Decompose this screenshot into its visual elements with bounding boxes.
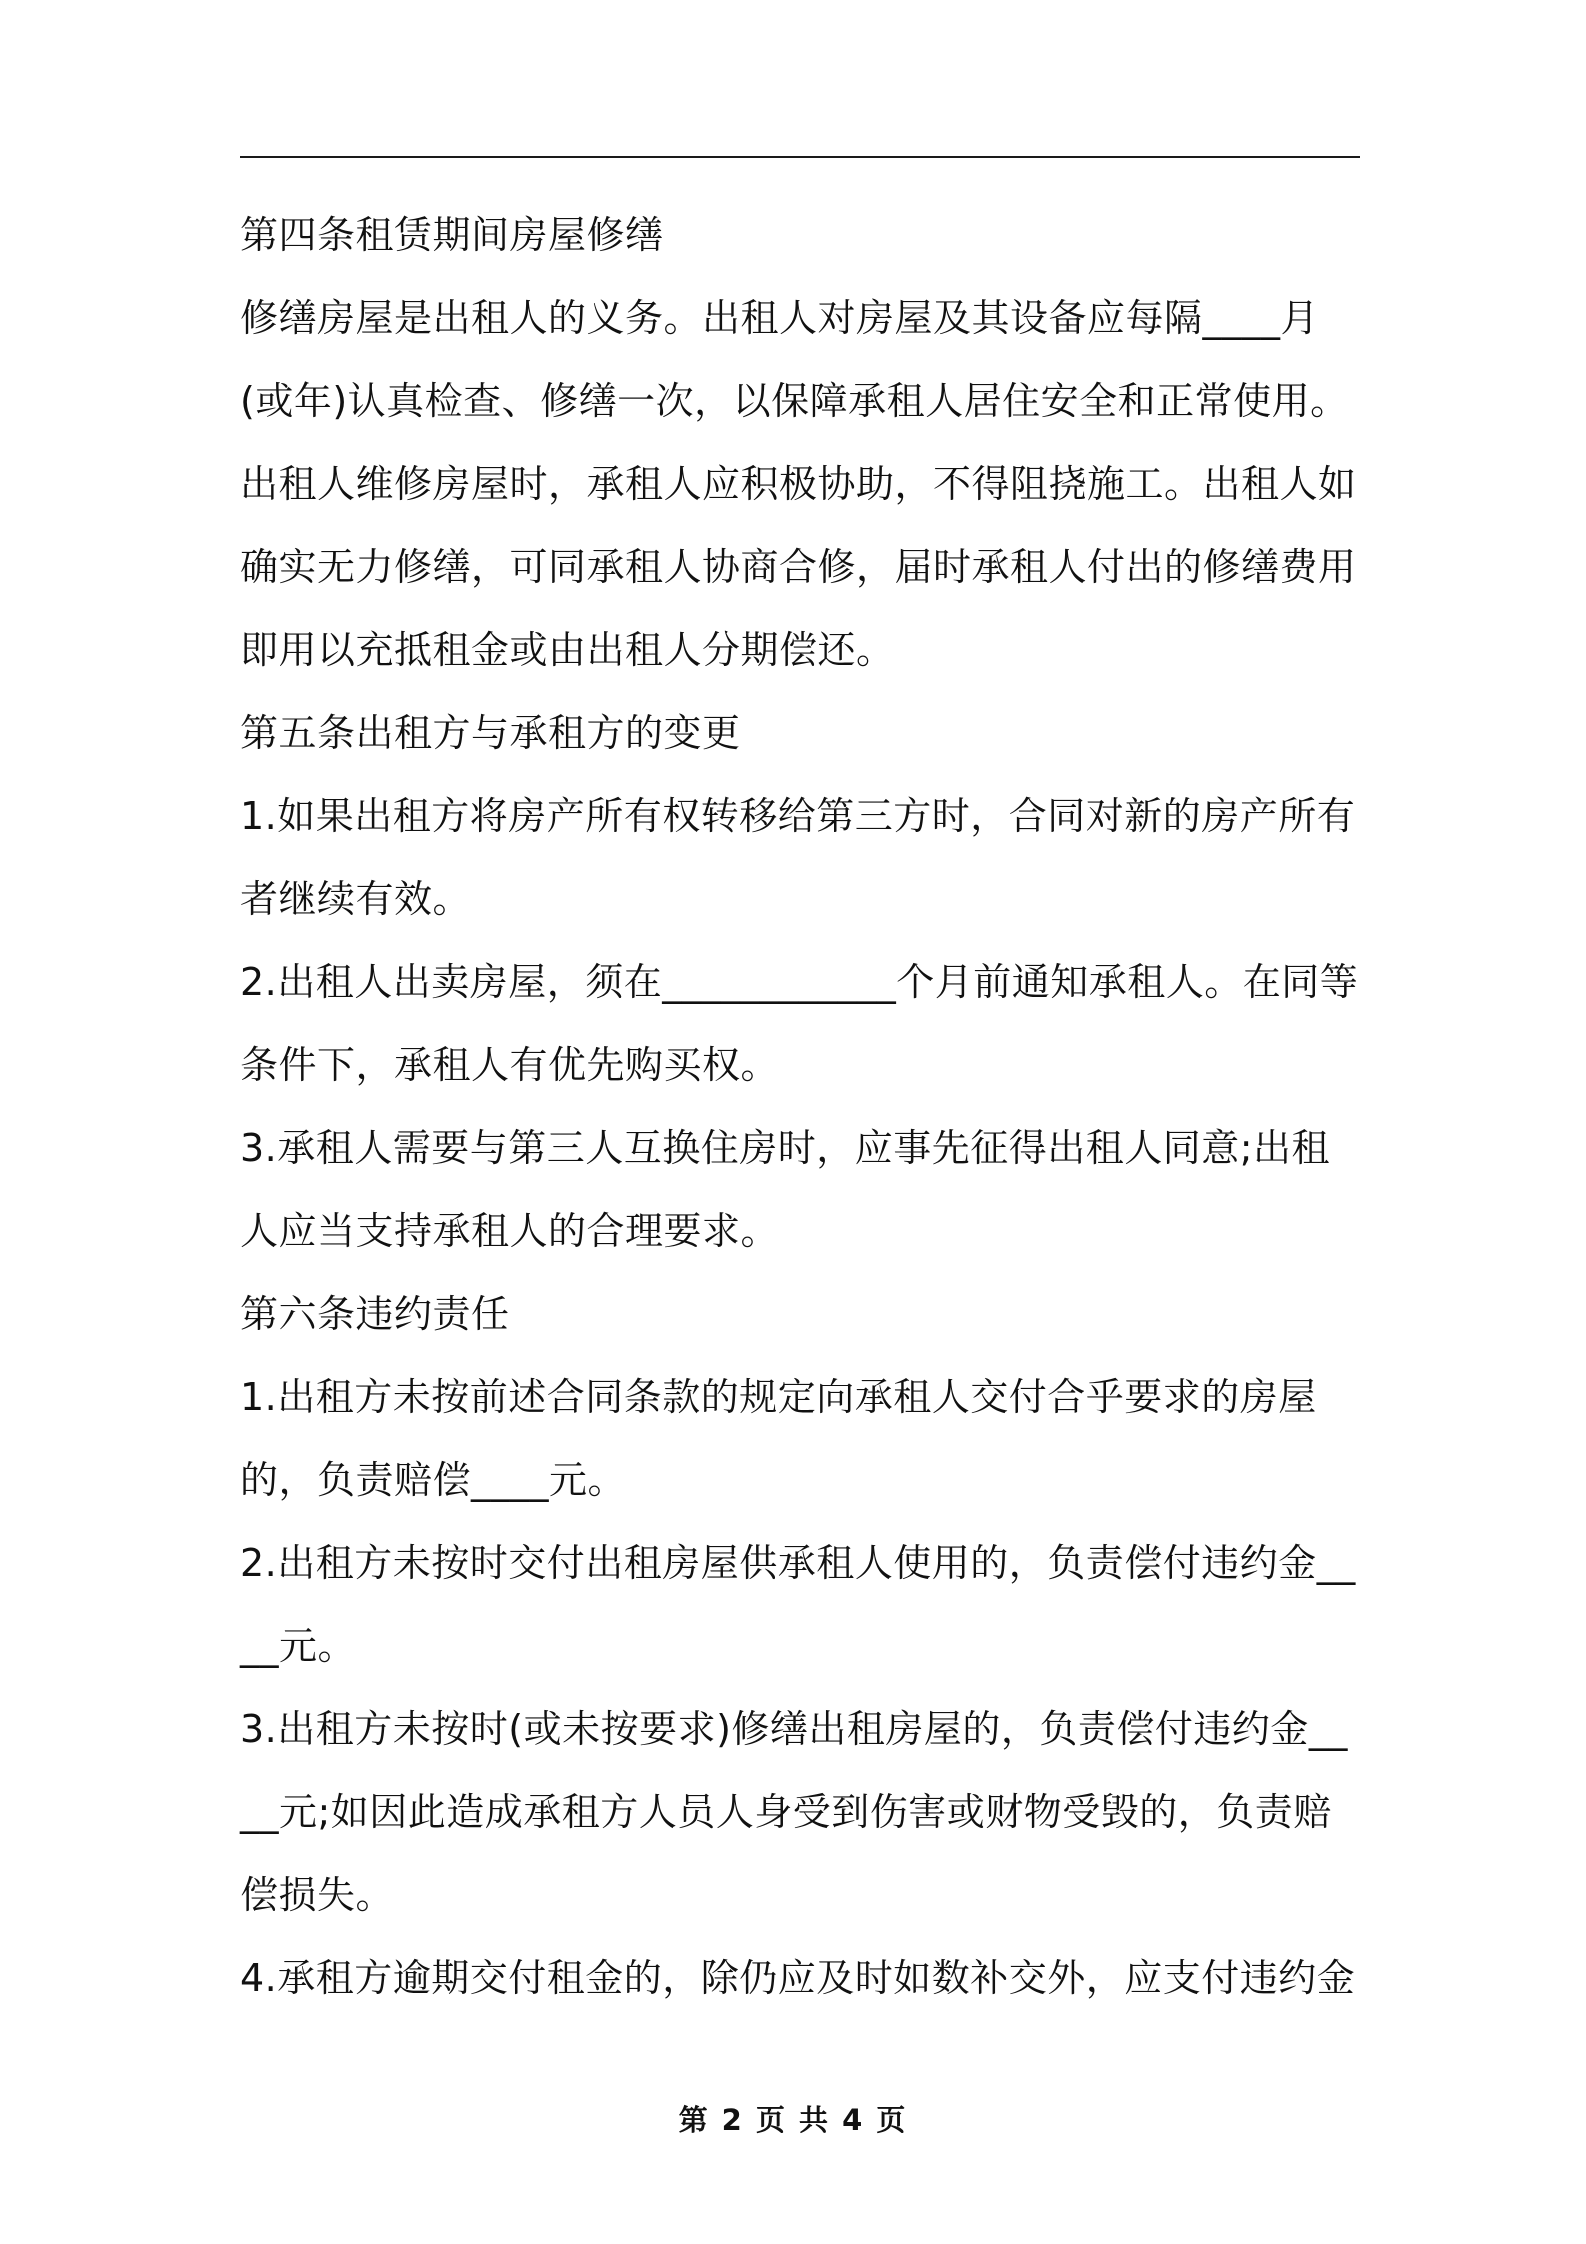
section-heading-article-4: 第四条租赁期间房屋修缮 [240, 213, 664, 257]
document-body [240, 194, 1360, 2020]
clause-item: 3.承租人需要与第三人互换住房时，应事先征得出租人同意;出租人应当支持承租人的合理要求。 [240, 1126, 1331, 1253]
clause-item: 2.出租人出卖房屋，须在____________个月前通知承租人。在同等条件下，承租人有优先购买权。 [240, 960, 1359, 1087]
clause-item: 4.承租方逾期交付租金的，除仍应及时如数补交外，应支付违约金 [240, 1956, 1356, 2000]
section-heading-article-5: 第五条出租方与承租方的变更 [240, 711, 741, 755]
clause-item: 1.如果出租方将房产所有权转移给第三方时，合同对新的房产所有者继续有效。 [240, 794, 1356, 921]
page-number: 第 2 页 共 4 页 [678, 2103, 908, 2137]
clause-item: 2.出租方未按时交付出租房屋供承租人使用的，负责偿付违约金____元。 [240, 1541, 1356, 1668]
paragraph: 修缮房屋是出租人的义务。出租人对房屋及其设备应每隔____月(或年)认真检查、修缮一次，以保障承租人居住安全和正常使用。 [240, 296, 1349, 423]
clause-item: 1.出租方未按前述合同条款的规定向承租人交付合乎要求的房屋的，负责赔偿____元。 [240, 1375, 1317, 1502]
paragraph: 出租人维修房屋时，承租人应积极协助，不得阻挠施工。出租人如确实无力修缮，可同承租人协商合修，届时承租人付出的修缮费用即用以充抵租金或由出租人分期偿还。 [240, 462, 1357, 672]
clause-item: 3.出租方未按时(或未按要求)修缮出租房屋的，负责偿付违约金____元;如因此造成承租方人员人身受到伤害或财物受毁的，负责赔偿损失。 [240, 1707, 1348, 1917]
section-heading-article-6: 第六条违约责任 [240, 1292, 510, 1336]
header-rule [240, 156, 1360, 158]
